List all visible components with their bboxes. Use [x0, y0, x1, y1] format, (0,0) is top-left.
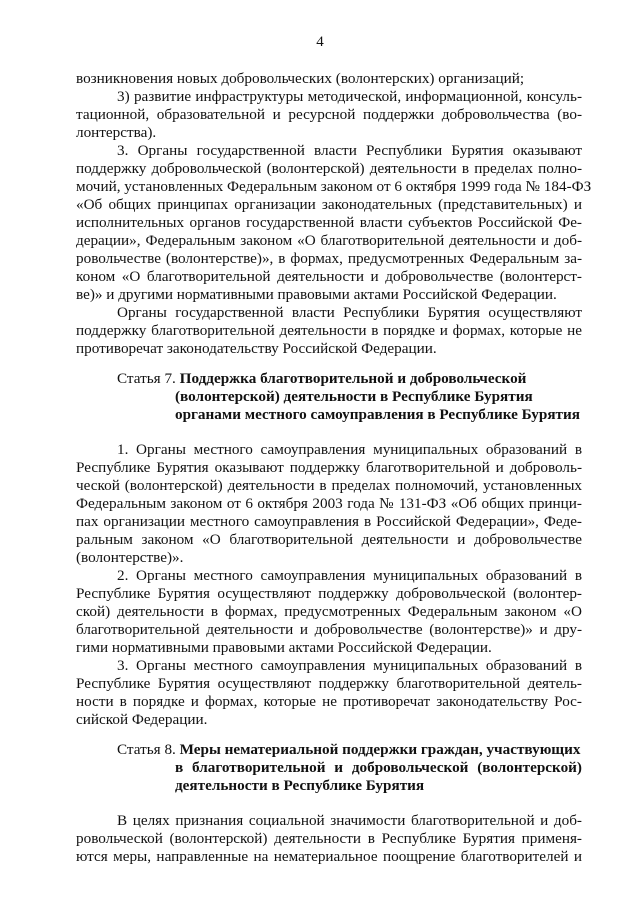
text-line: ровольчестве (волонтерстве)», в формах, предусмотренных Федеральным за-	[76, 250, 582, 267]
text-line: «Об общих принципах организации законодательных (представительных) и	[76, 196, 582, 213]
text-line: лонтерства).	[76, 124, 157, 141]
text-line: 3) развитие инфраструктуры методической, информационной, консуль-	[117, 88, 582, 105]
text-line: поддержку добровольческой (волонтерской) деятельности в пределах полно-	[76, 160, 582, 177]
text-line: ральным законом «О благотворительной деятельности и добровольчестве	[76, 531, 582, 548]
text-line: ности в порядке и формах, которые не противоречат законодательству Рос-	[76, 693, 582, 710]
page-number: 4	[316, 34, 324, 50]
text-line: Органы государственной власти Республики Бурятия осуществляют	[117, 304, 582, 321]
article-7-title-line: органами местного самоуправления в Республике Бурятия	[175, 406, 580, 423]
text-line: 3. Органы местного самоуправления муниципальных образований в	[117, 657, 582, 674]
text-line: исполнительных органов государственной власти субъектов Российской Фе-	[76, 214, 582, 231]
article-8-label: Статья 8.	[117, 741, 176, 758]
text-line: ческой (волонтерской) деятельности в пределах полномочий, установленных	[76, 477, 582, 494]
text-line: Республике Бурятия осуществляют поддержку добровольческой (волонтер-	[76, 585, 582, 602]
article-8-heading	[117, 741, 580, 758]
text-line: В целях признания социальной значимости благотворительной и доб-	[117, 812, 582, 829]
text-line: гими нормативными правовыми актами Российской Федерации.	[76, 639, 492, 656]
text-line: коном «О благотворительной деятельности и добровольчестве (волонтерст-	[76, 268, 582, 285]
text-line: Федеральным законом от 6 октября 2003 года № 131-ФЗ «Об общих принци-	[76, 495, 582, 512]
article-7-label: Статья 7.	[117, 370, 176, 387]
text-line: 3. Органы государственной власти Республики Бурятия оказывают	[117, 142, 582, 159]
text-line: Республике Бурятия оказывают поддержку благотворительной и доброволь-	[76, 459, 582, 476]
article-8-title-line: деятельности в Республике Бурятия	[175, 777, 425, 794]
text-line: сийской Федерации.	[76, 711, 208, 728]
text-line: возникновения новых добровольческих (волонтерских) организаций;	[76, 70, 525, 87]
article-7-title-line: (волонтерской) деятельности в Республике Бурятия	[175, 388, 533, 405]
text-line: дерации», Федеральным законом «О благотворительной деятельности и доб-	[76, 232, 582, 249]
article-8-title-line: Меры нематериальной поддержки граждан, участвующих	[179, 741, 581, 758]
text-line: Республике Бурятия осуществляют поддержку благотворительной деятель-	[76, 675, 582, 692]
text-line: ровольческой (волонтерской) деятельности в Республике Бурятия применя-	[76, 830, 582, 847]
article-7-heading	[117, 370, 526, 387]
text-line: ются меры, направленные на нематериальное поощрение благотворителей и	[76, 848, 582, 865]
article-8-title-line: в благотворительной и добровольческой (волонтерской)	[175, 759, 582, 776]
text-line: тационной, образовательной и ресурсной поддержки добровольчества (во-	[76, 106, 582, 123]
text-line: (волонтерстве)».	[76, 549, 184, 566]
text-line: благотворительной деятельности и добровольчестве (волонтерстве)» и дру-	[76, 621, 582, 638]
text-line: ве)» и другими нормативными правовыми актами Российской Федерации.	[76, 286, 557, 303]
article-7-title-line: Поддержка благотворительной и добровольческой	[179, 370, 527, 387]
text-line: ской) деятельности в формах, предусмотренных Федеральным законом «О	[76, 603, 582, 620]
text-line: поддержку благотворительной деятельности в порядке и формах, которые не	[76, 322, 582, 339]
text-line: 2. Органы местного самоуправления муниципальных образований в	[117, 567, 582, 584]
text-line: 1. Органы местного самоуправления муниципальных образований в	[117, 441, 582, 458]
text-line: противоречат законодательству Российской Федерации.	[76, 340, 437, 357]
text-line: пах организации местного самоуправления в Российской Федерации», Феде-	[76, 513, 582, 530]
text-line: мочий, установленных Федеральным законом от 6 октября 1999 года № 184-ФЗ	[76, 178, 592, 195]
